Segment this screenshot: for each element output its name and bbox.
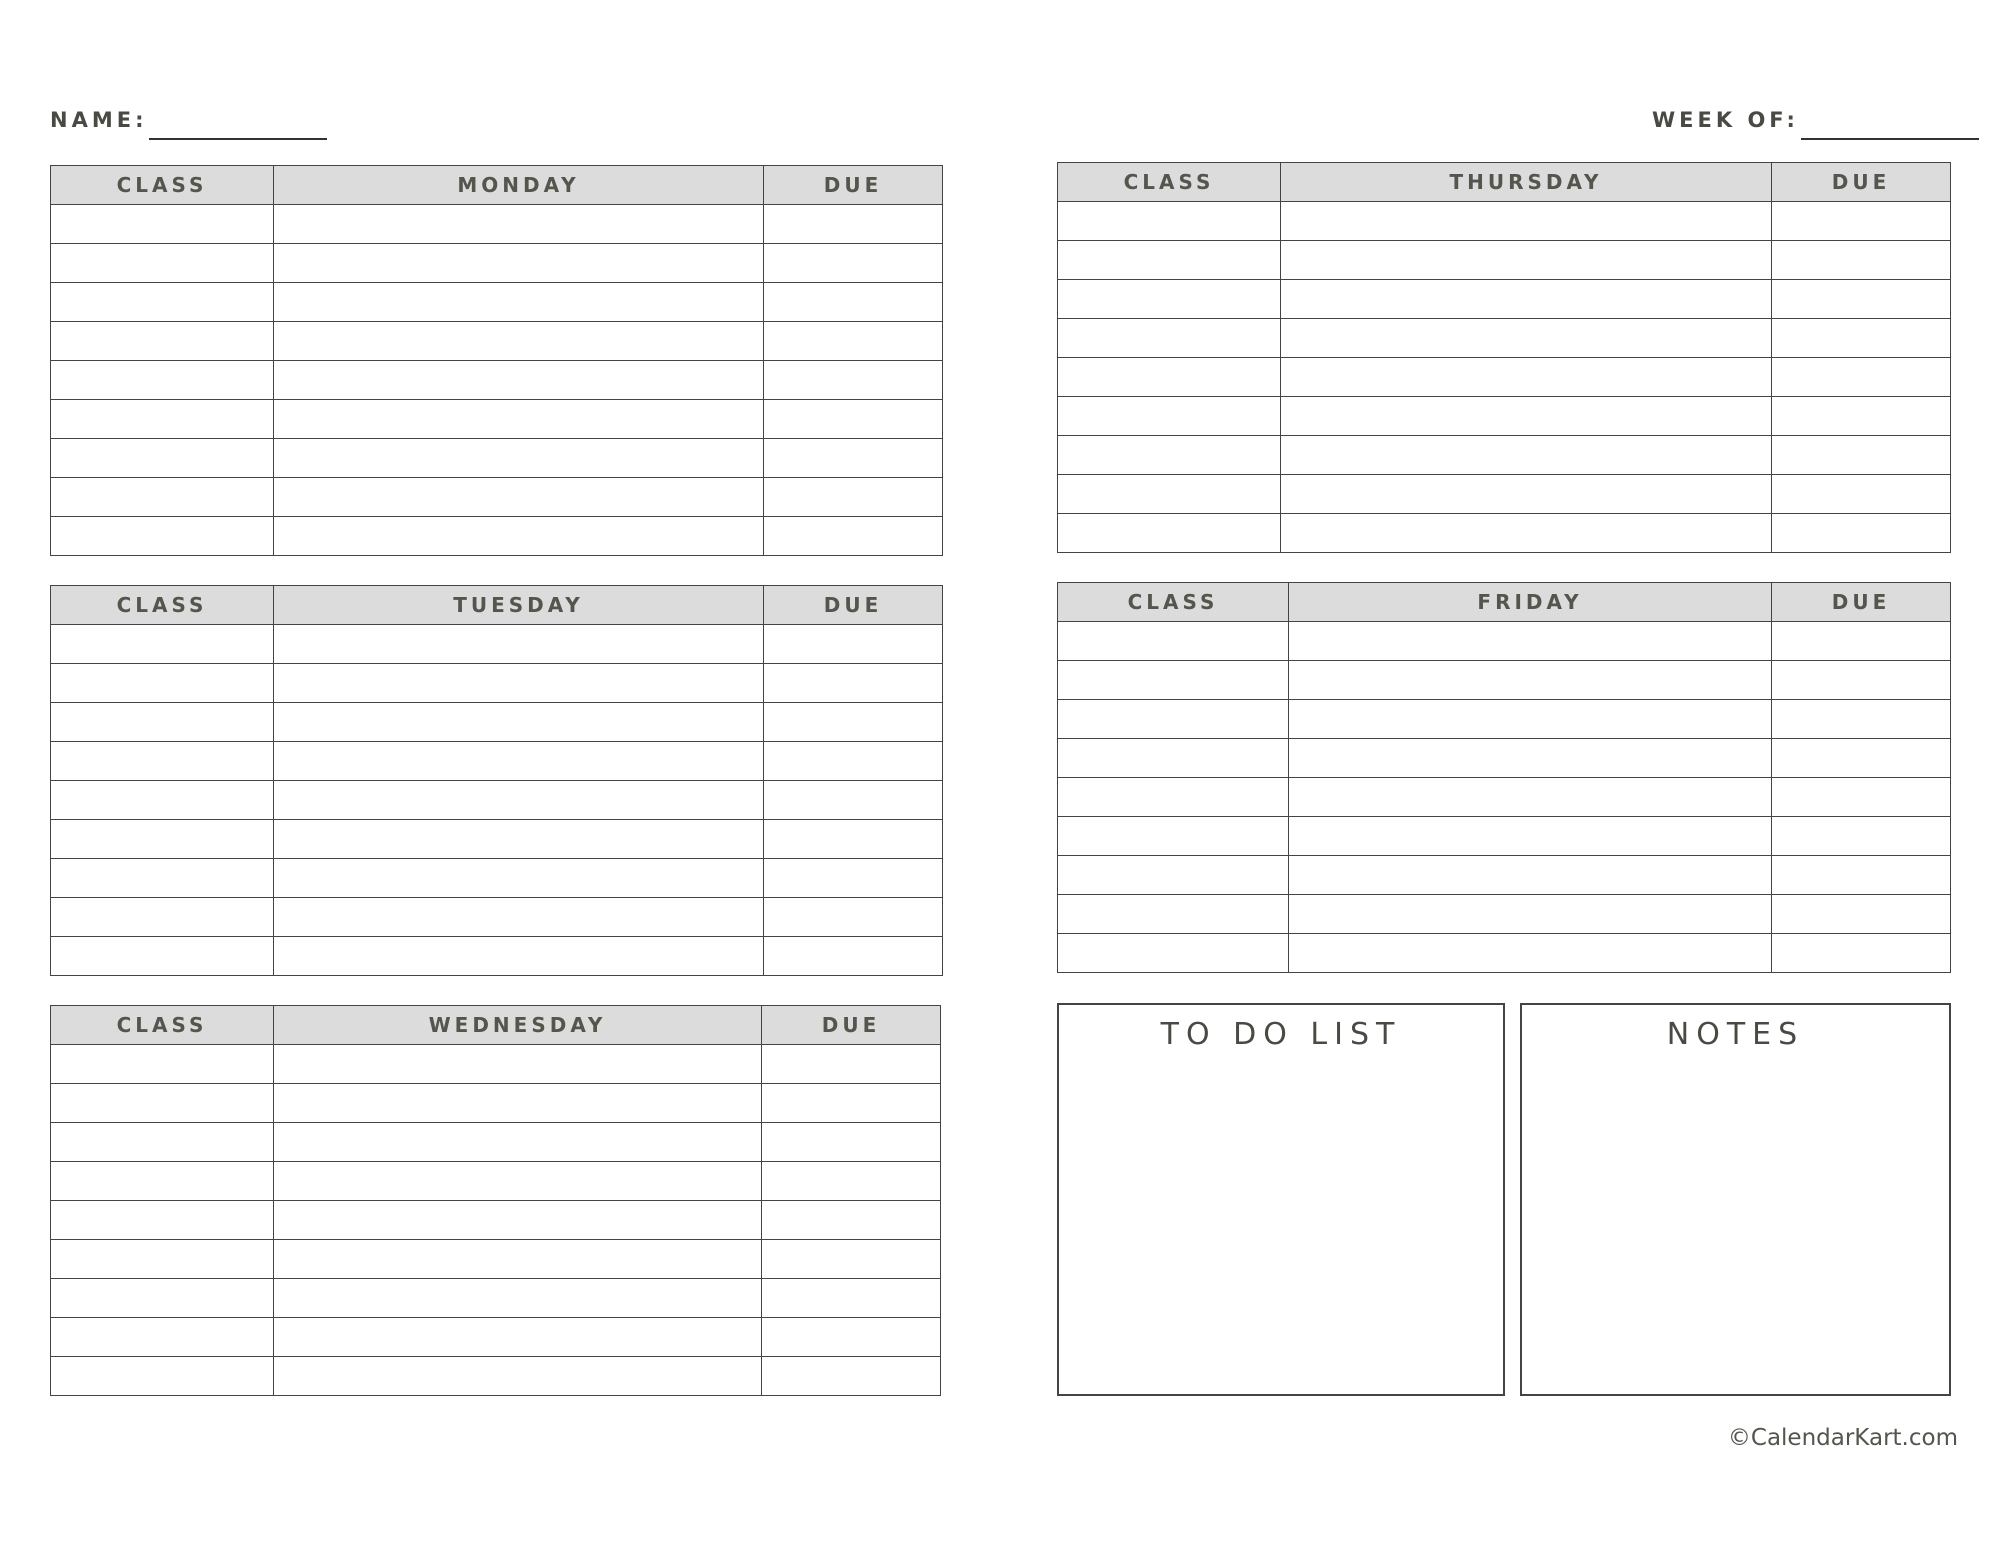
assignment-cell[interactable] — [1289, 934, 1772, 973]
day-header: THURSDAY — [1281, 163, 1772, 202]
assignment-cell[interactable] — [1289, 700, 1772, 739]
table-row — [1058, 739, 1951, 778]
table-row — [1058, 475, 1951, 514]
due-cell[interactable] — [1772, 358, 1951, 397]
due-cell[interactable] — [1772, 700, 1951, 739]
class-cell[interactable] — [51, 742, 274, 781]
class-cell[interactable] — [51, 1162, 274, 1201]
class-cell[interactable] — [1058, 319, 1281, 358]
day-header: FRIDAY — [1289, 583, 1772, 622]
due-cell[interactable] — [1772, 202, 1951, 241]
due-cell[interactable] — [764, 205, 943, 244]
table-row — [51, 205, 943, 244]
due-cell[interactable] — [764, 439, 943, 478]
table-row — [1058, 319, 1951, 358]
due-cell[interactable] — [762, 1123, 941, 1162]
assignment-cell[interactable] — [274, 478, 764, 517]
due-cell[interactable] — [1772, 280, 1951, 319]
table-row — [51, 1162, 941, 1201]
class-cell[interactable] — [51, 439, 274, 478]
class-cell[interactable] — [51, 361, 274, 400]
due-cell[interactable] — [764, 322, 943, 361]
due-cell[interactable] — [762, 1045, 941, 1084]
due-cell[interactable] — [762, 1201, 941, 1240]
assignment-cell[interactable] — [1289, 739, 1772, 778]
class-cell[interactable] — [51, 1045, 274, 1084]
table-row — [51, 664, 943, 703]
due-cell[interactable] — [1772, 817, 1951, 856]
class-cell[interactable] — [51, 1084, 274, 1123]
assignment-cell[interactable] — [1289, 622, 1772, 661]
table-row — [1058, 202, 1951, 241]
class-cell[interactable] — [51, 400, 274, 439]
copyright-footer: ©CalendarKart.com — [1727, 1425, 1958, 1451]
week-of-line[interactable] — [1801, 138, 1979, 140]
due-cell[interactable] — [1772, 514, 1951, 553]
table-row — [51, 361, 943, 400]
assignment-cell[interactable] — [1289, 856, 1772, 895]
assignment-cell[interactable] — [274, 205, 764, 244]
assignment-cell[interactable] — [274, 517, 764, 556]
table-row — [1058, 856, 1951, 895]
class-cell[interactable] — [1058, 895, 1289, 934]
table-row — [51, 742, 943, 781]
due-cell[interactable] — [764, 400, 943, 439]
assignment-cell[interactable] — [1281, 280, 1772, 319]
due-header: DUE — [764, 586, 943, 625]
class-cell[interactable] — [51, 478, 274, 517]
due-cell[interactable] — [1772, 739, 1951, 778]
assignment-cell[interactable] — [274, 1201, 762, 1240]
class-cell[interactable] — [51, 1357, 274, 1396]
class-header: CLASS — [1058, 583, 1289, 622]
class-cell[interactable] — [1058, 514, 1281, 553]
table-row — [1058, 817, 1951, 856]
class-cell[interactable] — [51, 664, 274, 703]
thursday-table — [1057, 162, 1951, 553]
assignment-cell[interactable] — [274, 1084, 762, 1123]
class-cell[interactable] — [51, 820, 274, 859]
class-cell[interactable] — [1058, 241, 1281, 280]
assignment-cell[interactable] — [274, 664, 764, 703]
due-cell[interactable] — [1772, 475, 1951, 514]
table-header-row — [51, 1006, 941, 1045]
due-cell[interactable] — [1772, 622, 1951, 661]
assignment-cell[interactable] — [1281, 241, 1772, 280]
class-cell[interactable] — [51, 283, 274, 322]
table-row — [51, 283, 943, 322]
table-row — [51, 1045, 941, 1084]
due-cell[interactable] — [764, 283, 943, 322]
table-header-row — [51, 166, 943, 205]
tuesday-table — [50, 585, 943, 976]
due-cell[interactable] — [762, 1240, 941, 1279]
class-cell[interactable] — [1058, 934, 1289, 973]
table-row — [1058, 397, 1951, 436]
class-cell[interactable] — [1058, 739, 1289, 778]
due-cell[interactable] — [764, 625, 943, 664]
assignment-cell[interactable] — [1289, 661, 1772, 700]
assignment-cell[interactable] — [274, 322, 764, 361]
table-row — [51, 1240, 941, 1279]
class-cell[interactable] — [51, 859, 274, 898]
assignment-cell[interactable] — [1281, 475, 1772, 514]
class-cell[interactable] — [51, 1201, 274, 1240]
due-cell[interactable] — [1772, 856, 1951, 895]
assignment-cell[interactable] — [1281, 436, 1772, 475]
monday-table — [50, 165, 943, 556]
assignment-cell[interactable] — [274, 1318, 762, 1357]
table-row — [51, 859, 943, 898]
table-row — [1058, 895, 1951, 934]
todo-box[interactable] — [1057, 1003, 1505, 1396]
table-row — [51, 1084, 941, 1123]
table-row — [1058, 661, 1951, 700]
class-header: CLASS — [51, 586, 274, 625]
class-cell[interactable] — [1058, 475, 1281, 514]
table-row — [51, 1357, 941, 1396]
class-cell[interactable] — [51, 205, 274, 244]
class-cell[interactable] — [1058, 202, 1281, 241]
due-cell[interactable] — [1772, 397, 1951, 436]
friday-table — [1057, 582, 1951, 973]
due-cell[interactable] — [1772, 319, 1951, 358]
due-cell[interactable] — [764, 244, 943, 283]
table-row — [51, 937, 943, 976]
assignment-cell[interactable] — [274, 1240, 762, 1279]
due-cell[interactable] — [764, 742, 943, 781]
class-cell[interactable] — [51, 322, 274, 361]
table-row — [51, 244, 943, 283]
due-cell[interactable] — [762, 1357, 941, 1396]
assignment-cell[interactable] — [1281, 358, 1772, 397]
due-cell[interactable] — [764, 937, 943, 976]
assignment-cell[interactable] — [274, 244, 764, 283]
assignment-cell[interactable] — [274, 400, 764, 439]
due-cell[interactable] — [762, 1318, 941, 1357]
due-cell[interactable] — [1772, 895, 1951, 934]
class-cell[interactable] — [51, 898, 274, 937]
due-header: DUE — [764, 166, 943, 205]
due-cell[interactable] — [764, 478, 943, 517]
due-cell[interactable] — [762, 1279, 941, 1318]
due-cell[interactable] — [764, 703, 943, 742]
class-cell[interactable] — [51, 517, 274, 556]
notes-box[interactable] — [1520, 1003, 1951, 1396]
class-cell[interactable] — [1058, 622, 1289, 661]
table-row — [51, 517, 943, 556]
assignment-cell[interactable] — [1281, 319, 1772, 358]
table-row — [51, 625, 943, 664]
table-row — [51, 820, 943, 859]
due-cell[interactable] — [764, 859, 943, 898]
assignment-cell[interactable] — [1289, 778, 1772, 817]
week-of-field — [1652, 108, 1979, 132]
table-row — [1058, 700, 1951, 739]
due-cell[interactable] — [1772, 436, 1951, 475]
class-cell[interactable] — [1058, 280, 1281, 319]
assignment-cell[interactable] — [274, 439, 764, 478]
class-cell[interactable] — [1058, 817, 1289, 856]
assignment-cell[interactable] — [274, 742, 764, 781]
assignment-cell[interactable] — [274, 859, 764, 898]
class-cell[interactable] — [51, 937, 274, 976]
class-header: CLASS — [51, 1006, 274, 1045]
table-header-row — [1058, 163, 1951, 202]
table-row — [51, 400, 943, 439]
assignment-cell[interactable] — [274, 1045, 762, 1084]
assignment-cell[interactable] — [274, 703, 764, 742]
todo-title: TO DO LIST — [1160, 1017, 1402, 1052]
name-line[interactable] — [149, 138, 327, 140]
table-header-row — [51, 586, 943, 625]
table-row — [1058, 241, 1951, 280]
class-cell[interactable] — [51, 1279, 274, 1318]
class-cell[interactable] — [1058, 397, 1281, 436]
table-row — [1058, 622, 1951, 661]
table-row — [51, 1123, 941, 1162]
week-of-label: WEEK OF: — [1652, 108, 1799, 132]
class-cell[interactable] — [1058, 700, 1289, 739]
class-cell[interactable] — [1058, 436, 1281, 475]
due-cell[interactable] — [764, 664, 943, 703]
name-label: NAME: — [50, 108, 148, 132]
due-cell[interactable] — [1772, 778, 1951, 817]
class-cell[interactable] — [51, 1240, 274, 1279]
assignment-cell[interactable] — [1289, 817, 1772, 856]
day-header: MONDAY — [274, 166, 764, 205]
due-cell[interactable] — [764, 898, 943, 937]
class-cell[interactable] — [51, 1318, 274, 1357]
table-row — [51, 478, 943, 517]
due-cell[interactable] — [1772, 934, 1951, 973]
assignment-cell[interactable] — [274, 1123, 762, 1162]
assignment-cell[interactable] — [274, 361, 764, 400]
day-header: TUESDAY — [274, 586, 764, 625]
table-header-row — [1058, 583, 1951, 622]
assignment-cell[interactable] — [1281, 397, 1772, 436]
due-cell[interactable] — [762, 1162, 941, 1201]
assignment-cell[interactable] — [274, 283, 764, 322]
due-header: DUE — [1772, 163, 1951, 202]
due-header: DUE — [762, 1006, 941, 1045]
class-header: CLASS — [1058, 163, 1281, 202]
assignment-cell[interactable] — [274, 937, 764, 976]
class-cell[interactable] — [51, 625, 274, 664]
due-cell[interactable] — [764, 517, 943, 556]
class-cell[interactable] — [1058, 661, 1289, 700]
class-cell[interactable] — [1058, 778, 1289, 817]
table-row — [51, 703, 943, 742]
name-field — [50, 108, 327, 132]
class-header: CLASS — [51, 166, 274, 205]
assignment-cell[interactable] — [1281, 514, 1772, 553]
assignment-cell[interactable] — [274, 781, 764, 820]
assignment-cell[interactable] — [274, 625, 764, 664]
table-row — [1058, 436, 1951, 475]
due-cell[interactable] — [764, 820, 943, 859]
class-cell[interactable] — [51, 781, 274, 820]
table-row — [1058, 514, 1951, 553]
class-cell[interactable] — [51, 1123, 274, 1162]
table-row — [1058, 934, 1951, 973]
table-row — [1058, 280, 1951, 319]
assignment-cell[interactable] — [274, 1162, 762, 1201]
due-cell[interactable] — [1772, 661, 1951, 700]
table-row — [51, 898, 943, 937]
table-row — [1058, 778, 1951, 817]
class-cell[interactable] — [51, 703, 274, 742]
table-row — [51, 1201, 941, 1240]
day-header: WEDNESDAY — [274, 1006, 762, 1045]
assignment-cell[interactable] — [274, 1279, 762, 1318]
class-cell[interactable] — [51, 244, 274, 283]
due-cell[interactable] — [764, 781, 943, 820]
due-cell[interactable] — [762, 1084, 941, 1123]
table-row — [51, 1279, 941, 1318]
table-row — [51, 439, 943, 478]
due-header: DUE — [1772, 583, 1951, 622]
assignment-cell[interactable] — [274, 820, 764, 859]
due-cell[interactable] — [1772, 241, 1951, 280]
class-cell[interactable] — [1058, 358, 1281, 397]
wednesday-table — [50, 1005, 941, 1396]
assignment-cell[interactable] — [1281, 202, 1772, 241]
table-row — [51, 322, 943, 361]
due-cell[interactable] — [764, 361, 943, 400]
table-row — [1058, 358, 1951, 397]
table-row — [51, 1318, 941, 1357]
assignment-cell[interactable] — [274, 1357, 762, 1396]
table-row — [51, 781, 943, 820]
assignment-cell[interactable] — [274, 898, 764, 937]
notes-title: NOTES — [1666, 1017, 1805, 1052]
assignment-cell[interactable] — [1289, 895, 1772, 934]
class-cell[interactable] — [1058, 856, 1289, 895]
